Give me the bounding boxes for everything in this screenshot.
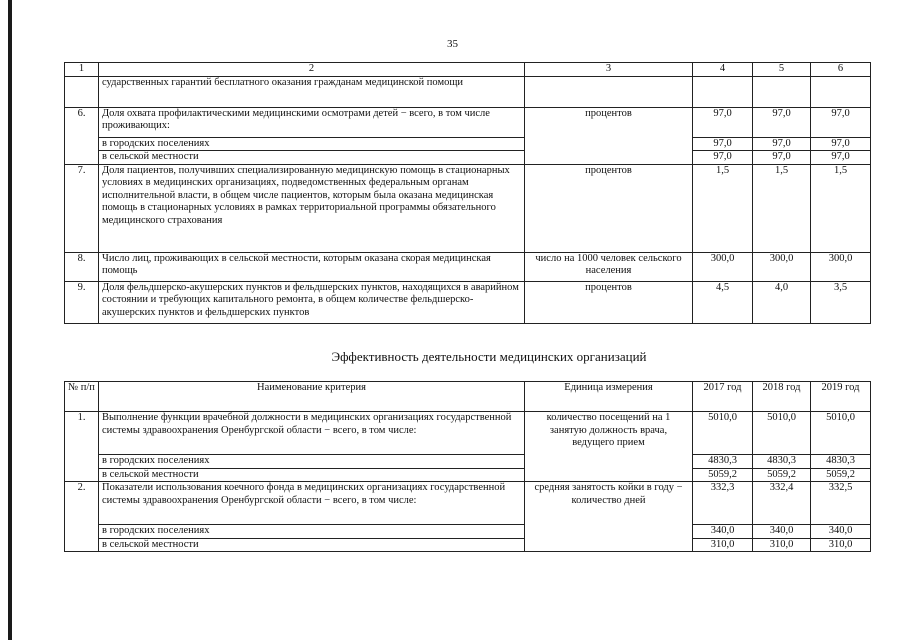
unit-cell: число на 1000 человек сельского населения <box>525 252 693 281</box>
unit-cell <box>525 76 693 107</box>
value-2019: 340,0 <box>811 525 871 539</box>
criterion-text: сударственных гарантий бесплатного оказания гражданам медицинской помощи <box>99 76 525 107</box>
table-row <box>65 412 871 455</box>
col-header-name: Наименование критерия <box>99 382 525 412</box>
value-2018: 340,0 <box>753 525 811 539</box>
value-2017: 5059,2 <box>693 468 753 482</box>
value-2019: 5059,2 <box>811 468 871 482</box>
table-row <box>65 538 871 552</box>
scan-edge <box>8 0 12 640</box>
criterion-text: Показатели использования коечного фонда в медицинских организациях государственной системы здравоохранения Оренбургской области − всего, в том числе: <box>99 482 525 525</box>
col-header-unit: Единица измерения <box>525 382 693 412</box>
value-cell <box>693 76 753 107</box>
col-header: 5 <box>753 63 811 77</box>
table-row <box>65 468 871 482</box>
criterion-text: в городских поселениях <box>99 525 525 539</box>
criterion-text: Доля охвата профилактическими медицинскими осмотрами детей − всего, в том числе проживающих: <box>99 107 525 137</box>
value-2018: 97,0 <box>753 151 811 165</box>
page-number: 35 <box>447 38 458 50</box>
col-header: 6 <box>811 63 871 77</box>
table-row <box>65 76 871 107</box>
table-row <box>65 137 871 151</box>
value-2019: 5010,0 <box>811 412 871 455</box>
table-row <box>65 151 871 165</box>
criterion-text: в городских поселениях <box>99 137 525 151</box>
section-title: Эффективность деятельности медицинских организаций <box>331 349 647 364</box>
criterion-text: в сельской местности <box>99 151 525 165</box>
value-2017: 310,0 <box>693 538 753 552</box>
value-2017: 97,0 <box>693 151 753 165</box>
row-number: 7. <box>65 164 99 252</box>
value-2019: 97,0 <box>811 151 871 165</box>
value-cell <box>811 76 871 107</box>
value-2018: 4,0 <box>753 281 811 323</box>
table-row <box>65 455 871 469</box>
col-header: 3 <box>525 63 693 77</box>
criterion-text: Выполнение функции врачебной должности в медицинских организациях государственной системы здравоохранения Оренбургской области − всего, в том числе: <box>99 412 525 455</box>
unit-cell: процентов <box>525 281 693 323</box>
value-2017: 300,0 <box>693 252 753 281</box>
criterion-text: в городских поселениях <box>99 455 525 469</box>
col-header-number: № п/п <box>65 382 99 412</box>
col-header: 4 <box>693 63 753 77</box>
value-2019: 4830,3 <box>811 455 871 469</box>
indicators-table <box>64 62 871 324</box>
table-row <box>65 164 871 252</box>
col-header: 1 <box>65 63 99 77</box>
row-number: 9. <box>65 281 99 323</box>
table-row <box>65 281 871 323</box>
value-2018: 300,0 <box>753 252 811 281</box>
table-header-row <box>65 63 871 77</box>
value-2018: 4830,3 <box>753 455 811 469</box>
criterion-text: Доля пациентов, получивших специализированную медицинскую помощь в стационарных условиях в медицинских организациях, подведомственных федеральным органам исполнительной власти, в общем числе пациентов, которым была оказана медицинская помощь в стационарных условиях в рамках территориальной программы обязательного медицинского страхования <box>99 164 525 252</box>
table-row <box>65 107 871 137</box>
value-2017: 332,3 <box>693 482 753 525</box>
value-2018: 5059,2 <box>753 468 811 482</box>
value-2017: 4830,3 <box>693 455 753 469</box>
value-2019: 1,5 <box>811 164 871 252</box>
value-2018: 310,0 <box>753 538 811 552</box>
col-header-2019: 2019 год <box>811 382 871 412</box>
value-2017: 97,0 <box>693 137 753 151</box>
value-2017: 1,5 <box>693 164 753 252</box>
criterion-text: в сельской местности <box>99 468 525 482</box>
criterion-text: Доля фельдшерско-акушерских пунктов и фельдшерских пунктов, находящихся в аварийном состоянии и требующих капитального ремонта, в общем количестве фельдшерско-акушерских пунктов и фельдшерских пунктов <box>99 281 525 323</box>
col-header-2018: 2018 год <box>753 382 811 412</box>
value-2017: 4,5 <box>693 281 753 323</box>
col-header: 2 <box>99 63 525 77</box>
value-2017: 5010,0 <box>693 412 753 455</box>
value-2018: 97,0 <box>753 107 811 137</box>
row-number: 6. <box>65 107 99 164</box>
row-number <box>65 76 99 107</box>
value-2019: 332,5 <box>811 482 871 525</box>
unit-cell: количество посещений на 1 занятую должность врача, ведущего прием <box>525 412 693 482</box>
value-2017: 97,0 <box>693 107 753 137</box>
value-2018: 5010,0 <box>753 412 811 455</box>
criterion-text: в сельской местности <box>99 538 525 552</box>
row-number: 2. <box>65 482 99 552</box>
table-row <box>65 482 871 525</box>
value-2019: 310,0 <box>811 538 871 552</box>
unit-cell: средняя занятость койки в году − количество дней <box>525 482 693 552</box>
table-row <box>65 525 871 539</box>
value-2019: 97,0 <box>811 107 871 137</box>
col-header-2017: 2017 год <box>693 382 753 412</box>
value-2018: 97,0 <box>753 137 811 151</box>
table-header-row <box>65 382 871 412</box>
row-number: 8. <box>65 252 99 281</box>
unit-cell: процентов <box>525 107 693 164</box>
table-row <box>65 252 871 281</box>
row-number: 1. <box>65 412 99 482</box>
value-cell <box>753 76 811 107</box>
value-2019: 3,5 <box>811 281 871 323</box>
value-2018: 332,4 <box>753 482 811 525</box>
value-2017: 340,0 <box>693 525 753 539</box>
value-2018: 1,5 <box>753 164 811 252</box>
value-2019: 97,0 <box>811 137 871 151</box>
unit-cell: процентов <box>525 164 693 252</box>
efficiency-table <box>64 381 871 552</box>
criterion-text: Число лиц, проживающих в сельской местности, которым оказана скорая медицинская помощь <box>99 252 525 281</box>
value-2019: 300,0 <box>811 252 871 281</box>
